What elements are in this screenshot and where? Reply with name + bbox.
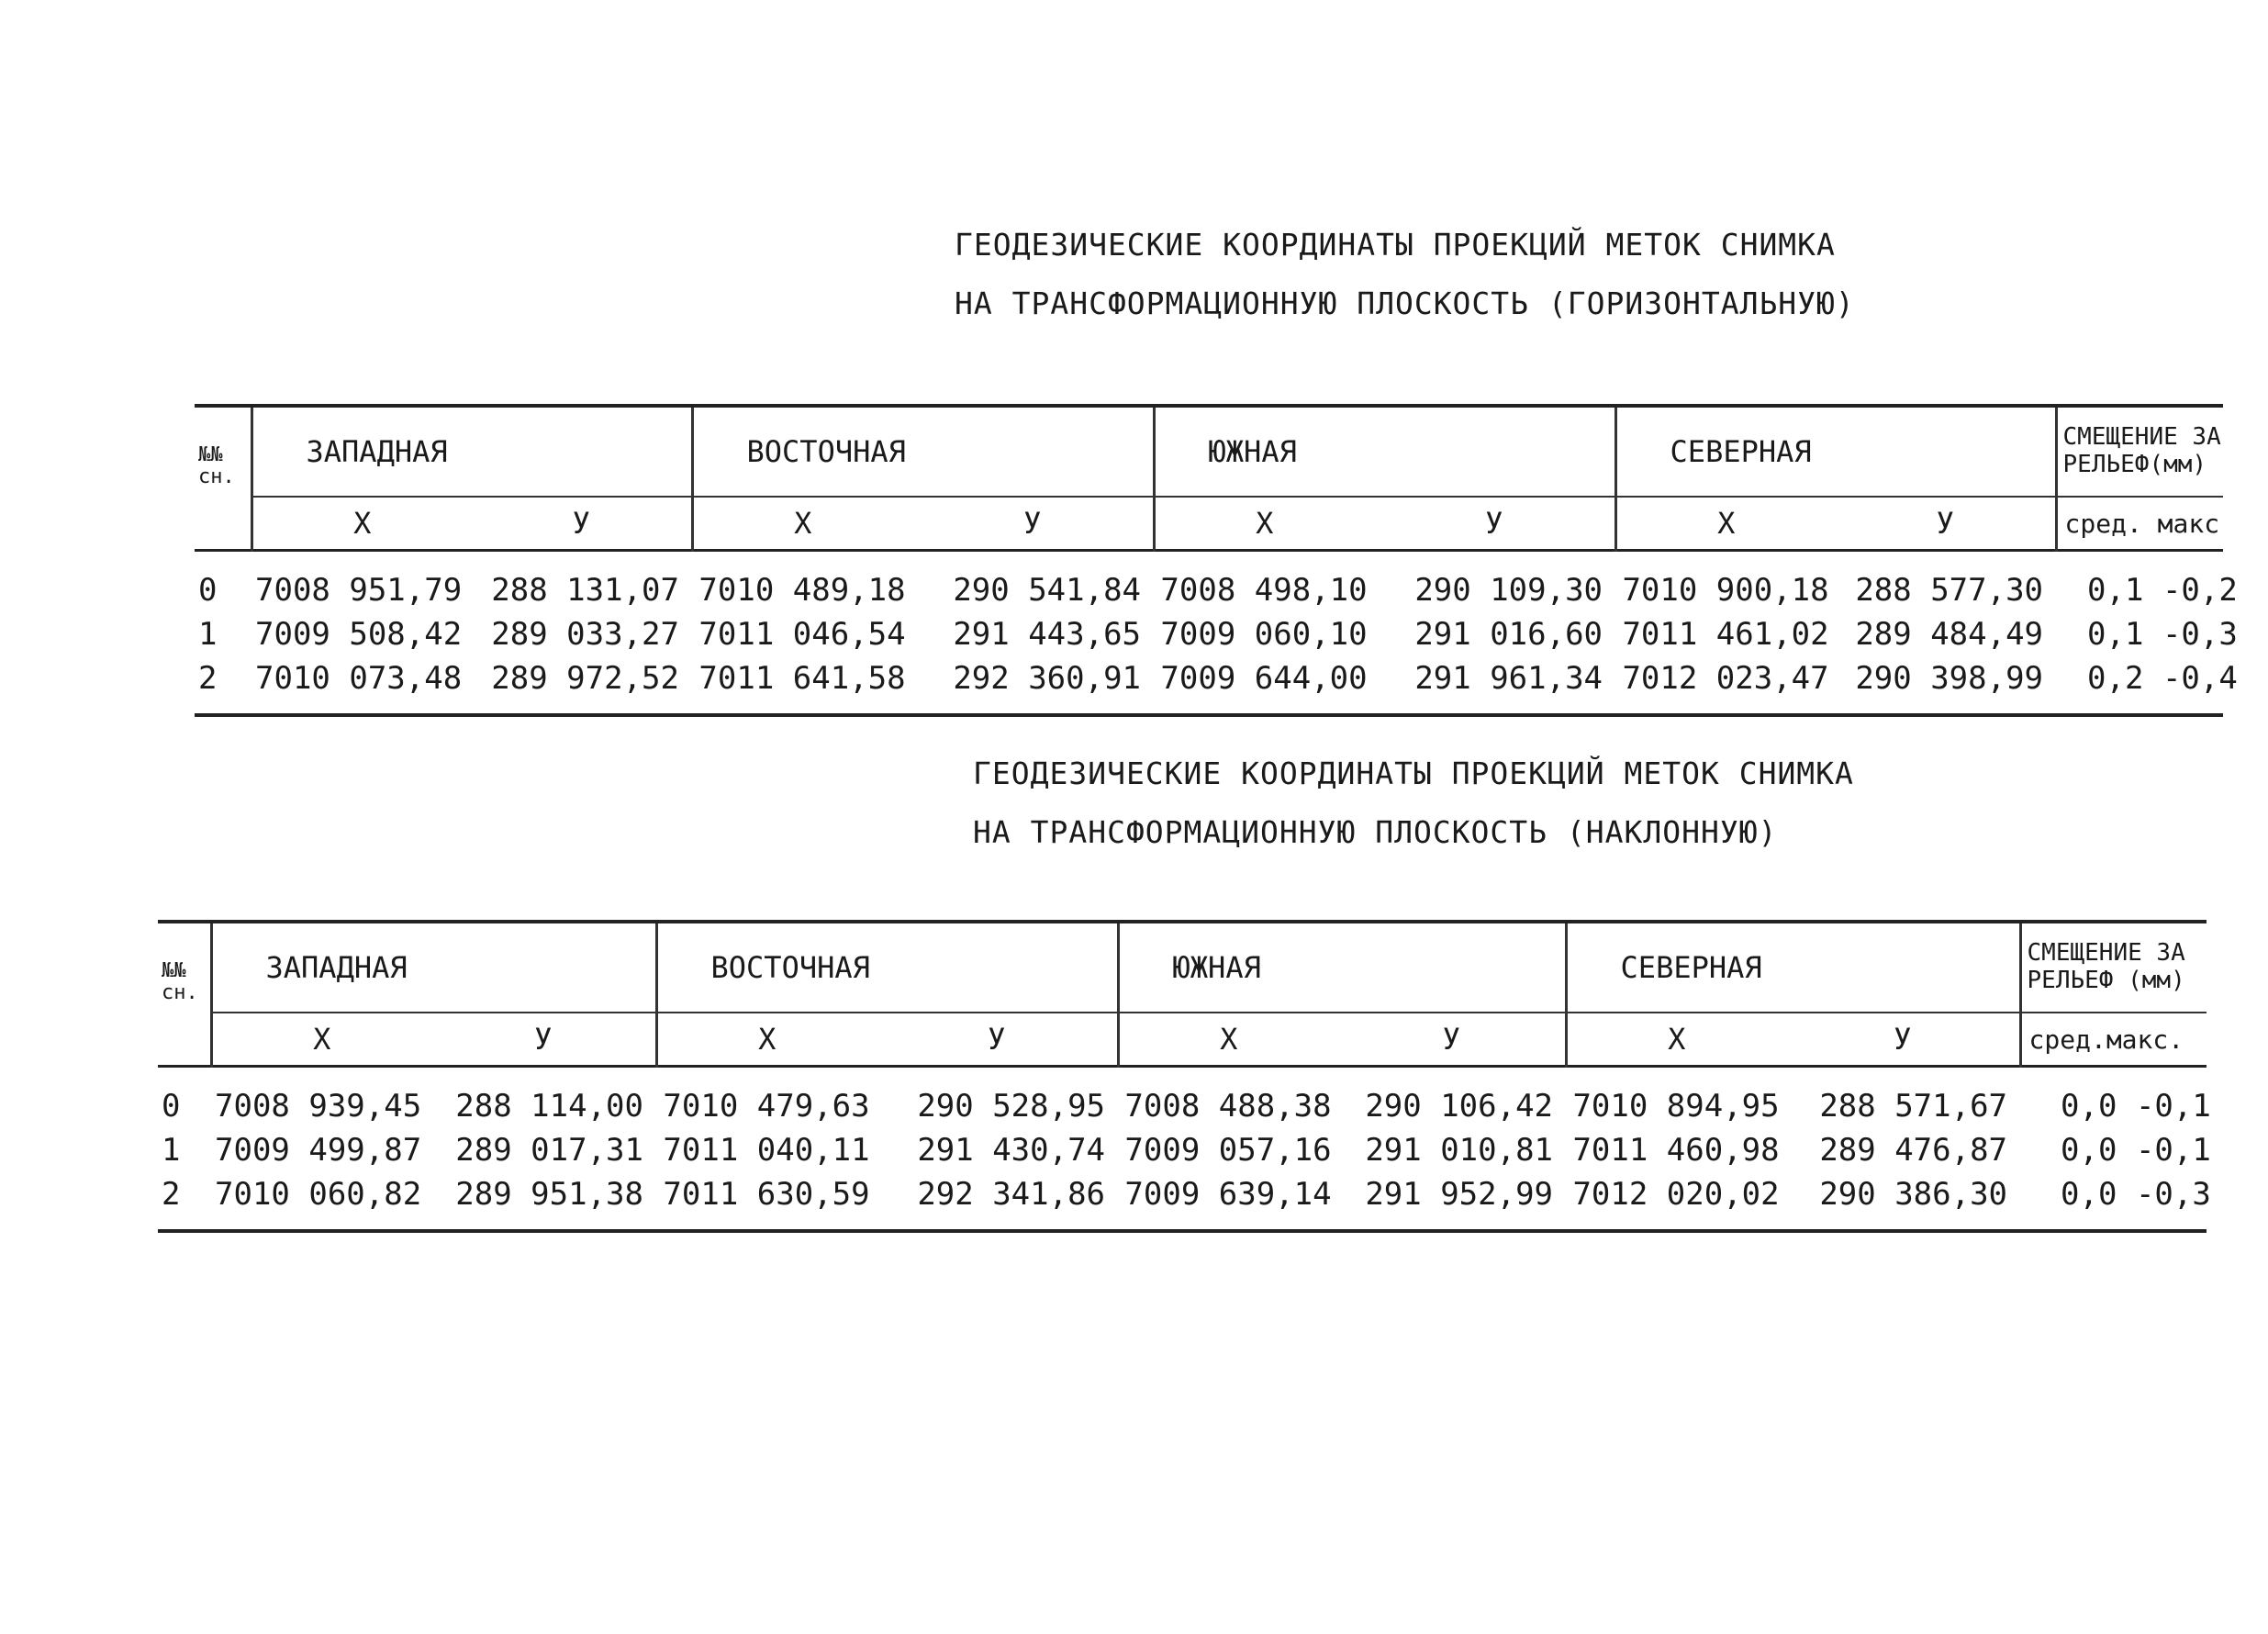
west-x: 7009 499,87 [215,1132,422,1169]
table1-header-row [195,406,2223,497]
west-y: 289 033,27 [491,616,679,653]
west-y: 289 951,38 [455,1176,643,1213]
header-east: ВОСТОЧНАЯ [656,922,1118,1013]
north-x: 7012 023,47 [1622,660,1829,697]
south-x: 7008 498,10 [1160,572,1368,609]
north-x: 7012 020,02 [1572,1176,1780,1213]
axis-y: У [1374,497,1615,551]
axis-y: У [431,1013,656,1067]
table2-header-row [158,922,2207,1013]
west-x: 7010 073,48 [255,660,463,697]
west-y: 288 131,07 [491,572,679,609]
shift-values: 0,0 -0,3 [2061,1176,2211,1213]
north-y: 289 476,87 [1819,1132,2008,1169]
table-row [195,656,2223,700]
axis-x: Х [1566,1013,1786,1067]
table-row [158,1128,2207,1172]
table1-title-line1: ГЕОДЕЗИЧЕСКИЕ КООРДИНАТЫ ПРОЕКЦИЙ МЕТОК СНИМКА [955,227,1836,263]
header-south: ЮЖНАЯ [1118,922,1566,1013]
north-y: 290 386,30 [1819,1176,2008,1213]
south-y: 290 106,42 [1365,1088,1554,1125]
west-x: 7009 508,42 [255,616,463,653]
shift-values: 0,2 -0,4 [2087,660,2238,697]
east-y: 290 541,84 [953,572,1142,609]
header-east: ВОСТОЧНАЯ [692,406,1154,497]
south-x: 7008 488,38 [1124,1088,1332,1125]
axis-x: Х [1615,497,1836,551]
east-x: 7011 046,54 [698,616,906,653]
table1-axis-row [195,497,2223,551]
east-y: 292 360,91 [953,660,1142,697]
south-y: 290 109,30 [1414,572,1603,609]
axis-x: Х [211,1013,431,1067]
shift-values: 0,0 -0,1 [2061,1132,2211,1169]
header-north: СЕВЕРНАЯ [1566,922,2020,1013]
south-x: 7009 639,14 [1124,1176,1332,1213]
header-north: СЕВЕРНАЯ [1615,406,2056,497]
north-x: 7010 900,18 [1622,572,1829,609]
axis-y: У [877,1013,1118,1067]
south-x: 7009 057,16 [1124,1132,1332,1169]
header-west: ЗАПАДНАЯ [251,406,692,497]
north-x: 7010 894,95 [1572,1088,1780,1125]
south-y: 291 961,34 [1414,660,1603,697]
north-y: 288 577,30 [1855,572,2044,609]
axis-x: Х [1154,497,1374,551]
west-x: 7008 939,45 [215,1088,422,1125]
row-number: 0 [198,572,218,609]
shift-values: 0,0 -0,1 [2061,1088,2211,1125]
north-x: 7011 460,98 [1572,1132,1780,1169]
table1-coordinates [195,404,2238,717]
axis-y: У [1786,1013,2020,1067]
axis-x: Х [251,497,472,551]
south-y: 291 952,99 [1365,1176,1554,1213]
west-x: 7010 060,82 [215,1176,422,1213]
south-x: 7009 644,00 [1160,660,1368,697]
axis-y: У [1338,1013,1566,1067]
south-y: 291 010,81 [1365,1132,1554,1169]
header-relief-shift: СМЕЩЕНИЕ ЗА РЕЛЬЕФ (мм) [2020,922,2207,1013]
number-header: №№ сн. [195,406,251,551]
table-row [158,1084,2207,1128]
axis-x: Х [656,1013,877,1067]
south-y: 291 016,60 [1414,616,1603,653]
shift-values: 0,1 -0,2 [2087,572,2238,609]
row-number: 1 [198,616,218,653]
number-header: №№ сн. [158,922,211,1067]
axis-y: У [1836,497,2056,551]
east-x: 7010 479,63 [663,1088,870,1125]
east-x: 7010 489,18 [698,572,906,609]
table2-coordinates [158,920,2211,1233]
west-x: 7008 951,79 [255,572,463,609]
table-row [195,568,2223,612]
table-row [195,612,2223,656]
south-x: 7009 060,10 [1160,616,1368,653]
east-y: 291 443,65 [953,616,1142,653]
table-row [158,1172,2207,1216]
header-relief-shift: СМЕЩЕНИЕ ЗА РЕЛЬЕФ(мм) [2056,406,2223,497]
table2-axis-row [158,1013,2207,1067]
east-y: 291 430,74 [917,1132,1106,1169]
row-number: 0 [162,1088,181,1125]
table2-title-line1: ГЕОДЕЗИЧЕСКИЕ КООРДИНАТЫ ПРОЕКЦИЙ МЕТОК СНИМКА [973,755,1854,791]
axis-x: Х [692,497,912,551]
east-y: 292 341,86 [917,1176,1106,1213]
north-y: 288 571,67 [1819,1088,2008,1125]
east-x: 7011 641,58 [698,660,906,697]
shift-subheader: сред. макс [2056,497,2223,551]
west-y: 289 972,52 [491,660,679,697]
axis-y: У [912,497,1154,551]
row-number: 1 [162,1132,181,1169]
west-y: 289 017,31 [455,1132,643,1169]
row-number: 2 [198,660,218,697]
row-number: 2 [162,1176,181,1213]
table2-title-line2: НА ТРАНСФОРМАЦИОННУЮ ПЛОСКОСТЬ (НАКЛОННУЮ) [973,814,1778,850]
east-y: 290 528,95 [917,1088,1106,1125]
header-west: ЗАПАДНАЯ [211,922,656,1013]
west-y: 288 114,00 [455,1088,643,1125]
north-y: 289 484,49 [1855,616,2044,653]
table1-title-line2: НА ТРАНСФОРМАЦИОННУЮ ПЛОСКОСТЬ (ГОРИЗОНТАЛЬНУЮ) [955,285,1855,321]
north-x: 7011 461,02 [1622,616,1829,653]
axis-x: Х [1118,1013,1338,1067]
east-x: 7011 630,59 [663,1176,870,1213]
header-south: ЮЖНАЯ [1154,406,1615,497]
shift-subheader: сред.макс. [2020,1013,2207,1067]
north-y: 290 398,99 [1855,660,2044,697]
shift-values: 0,1 -0,3 [2087,616,2238,653]
east-x: 7011 040,11 [663,1132,870,1169]
axis-y: У [472,497,692,551]
